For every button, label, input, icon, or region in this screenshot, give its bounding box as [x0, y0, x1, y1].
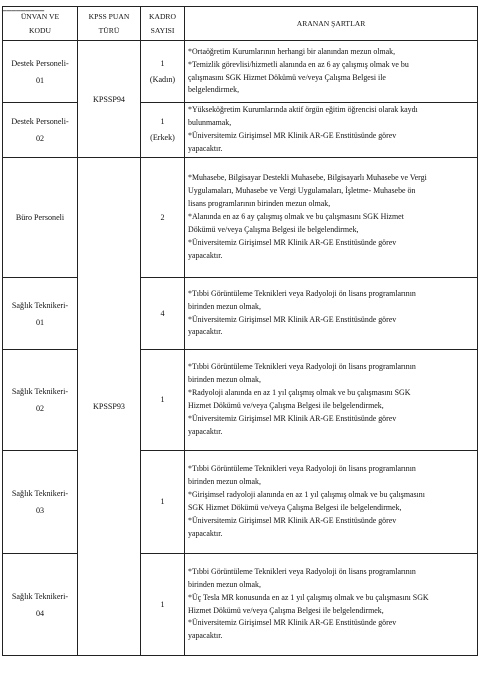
kadro-cell: 1 — [141, 451, 185, 554]
puan-cell: KPSSP94 — [78, 41, 141, 158]
sartlar-cell: *Yükseköğretim Kurumlarında aktif örgün eğitim öğrencisi olarak kaydı bulunmamak, *Üniversitemiz Girişimsel MR Klinik AR-GE Enstitüsünde görev yapacaktır. — [185, 103, 478, 158]
puan-cell: KPSSP93 — [78, 158, 141, 656]
table-row — [3, 451, 478, 554]
header-puan: KPSS PUAN TÜRÜ — [78, 7, 141, 41]
kadro-cell: 4 — [141, 278, 185, 350]
unvan-cell: Sağlık Teknikeri- 03 — [3, 451, 78, 554]
unvan-cell: Sağlık Teknikeri- 02 — [3, 350, 78, 451]
sartlar-cell: *Ortaöğretim Kurumlarının herhangi bir alanından mezun olmak, *Temizlik görevlisi/hizmetli alanında en az 6 ay çalışmış olmak ve bu çalışmasını SGK Hizmet Dökümü ve/veya Çalışma Belgesi ile belgelendirmek, — [185, 41, 478, 103]
table-row — [3, 41, 478, 103]
kadro-cell: 1 (Kadın) — [141, 41, 185, 103]
header-sartlar: ARANAN ŞARTLAR — [185, 7, 478, 41]
unvan-cell: Destek Personeli- 01 — [3, 41, 78, 103]
sartlar-cell: *Tıbbi Görüntüleme Teknikleri veya Radyoloji ön lisans programlarının birinden mezun olmak, *Üç Tesla MR konusunda en az 1 yıl çalışmış olmak ve bu çalışmasını SGK Hizmet Dökümü ve/veya Çalışma Belgesi ile belgelendirmek, *Üniversitemiz Girişimsel MR Klinik AR-GE Enstitüsünde görev yapacaktır. — [185, 554, 478, 656]
kadro-cell: 1 (Erkek) — [141, 103, 185, 158]
clipped-top-text: _________ — [2, 2, 45, 12]
kadro-cell: 2 — [141, 158, 185, 278]
sartlar-cell: *Tıbbi Görüntüleme Teknikleri veya Radyoloji ön lisans programlarının birinden mezun olmak, *Girişimsel radyoloji alanında en az 1 yıl çalışmış olmak ve bu çalışmasını SGK Hizmet Dökümü ve/veya Çalışma Belgesi ile belgelendirmek, *Üniversitemiz Girişimsel MR Klinik AR-GE Enstitüsünde görev yapacaktır. — [185, 451, 478, 554]
sartlar-cell: *Tıbbi Görüntüleme Teknikleri veya Radyoloji ön lisans programlarının birinden mezun olmak, *Üniversitemiz Girişimsel MR Klinik AR-GE Enstitüsünde görev yapacaktır. — [185, 278, 478, 350]
kadro-cell: 1 — [141, 554, 185, 656]
unvan-cell: Sağlık Teknikeri- 01 — [3, 278, 78, 350]
table-header-row — [3, 7, 478, 41]
table-row — [3, 350, 478, 451]
sartlar-cell: *Tıbbi Görüntüleme Teknikleri veya Radyoloji ön lisans programlarının birinden mezun olmak, *Radyoloji alanında en az 1 yıl çalışmış olmak ve bu çalışmasını SGK Hizmet Dökümü ve/veya Çalışma Belgesi ile belgelendirmek, *Üniversitemiz Girişimsel MR Klinik AR-GE Enstitüsünde görev yapacaktır. — [185, 350, 478, 451]
job-requirements-table — [2, 6, 478, 656]
unvan-cell: Büro Personeli — [3, 158, 78, 278]
unvan-cell: Sağlık Teknikeri- 04 — [3, 554, 78, 656]
selection-highlight-line: *Tıbbi Görüntüleme Teknikleri veya Radyoloji ön lisans programlarının — [188, 288, 416, 298]
table-row — [3, 103, 478, 158]
unvan-cell: Destek Personeli- 02 — [3, 103, 78, 158]
sartlar-cell: *Muhasebe, Bilgisayar Destekli Muhasebe, Bilgisayarlı Muhasebe ve Vergi Uygulamaları, Muhasebe ve Vergi Uygulamaları, İşletme- Muhasebe ön lisans programlarının birinden mezun olmak, *Alanında en az 6 ay çalışmış olmak ve bu çalışmasını SGK Hizmet Dökümü ve/veya Çalışma Belgesi ile belgelendirmek, *Üniversitemiz Girişimsel MR Klinik AR-GE Enstitüsünde görev yapacaktır. — [185, 158, 478, 278]
table-row — [3, 278, 478, 350]
kadro-cell: 1 — [141, 350, 185, 451]
header-unvan: ÜNVAN VE KODU — [3, 7, 78, 41]
table-row — [3, 554, 478, 656]
header-kadro: KADRO SAYISI — [141, 7, 185, 41]
table-row — [3, 158, 478, 278]
